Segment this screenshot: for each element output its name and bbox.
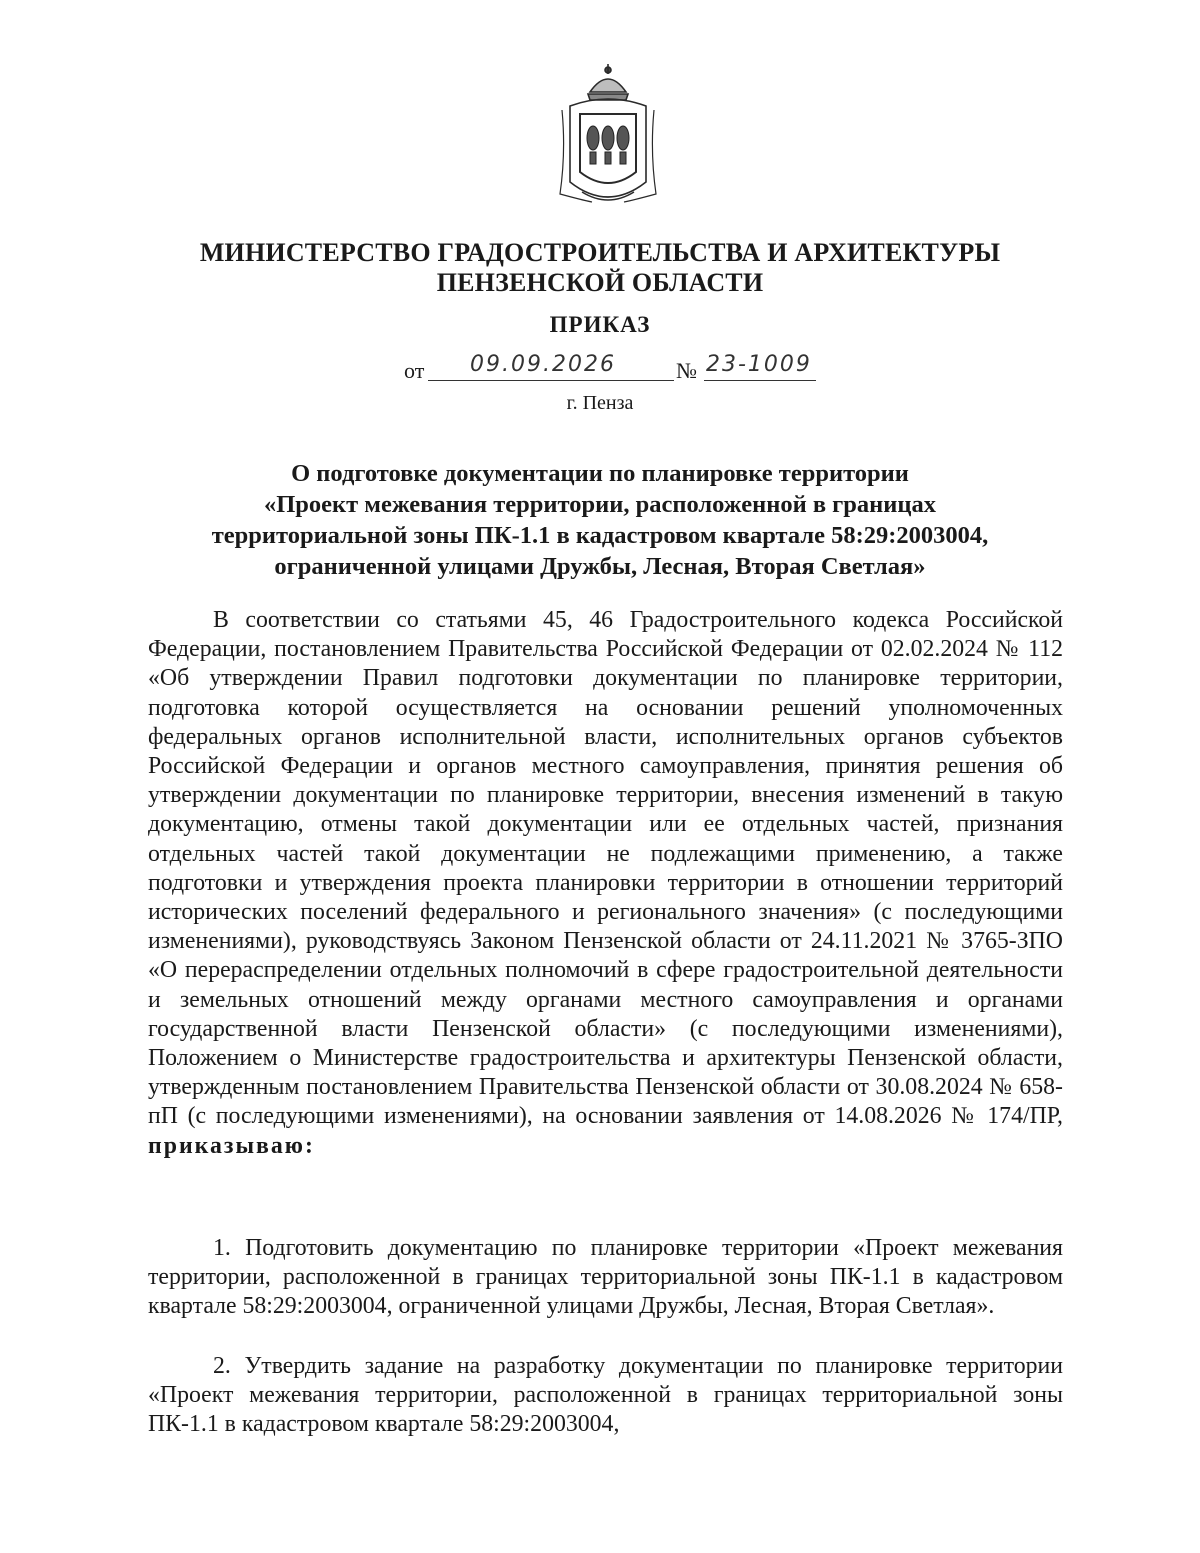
subject-line3: территориальной зоны ПК-1.1 в кадастровом квартале 58:29:2003004, bbox=[211, 522, 989, 549]
date-underline bbox=[428, 380, 674, 381]
preamble-paragraph bbox=[148, 606, 1063, 1161]
ministry-name bbox=[0, 238, 1200, 298]
number-prefix: № bbox=[676, 358, 697, 383]
date-value: 09.09.2026 bbox=[470, 352, 616, 377]
date-number-line bbox=[404, 352, 824, 386]
order-item-1: 1. Подготовить документацию по планировке территории «Проект межевания территории, расположенной в границах территориальной зоны ПК-1.1 в кадастровом квартале 58:29:2003004, ограниченной улицами Дружбы, Лесная, Вторая Светлая». bbox=[148, 1235, 1063, 1320]
date-prefix: от bbox=[404, 358, 425, 383]
order-word: приказываю: bbox=[148, 1132, 315, 1159]
ministry-name-line2: ПЕНЗЕНСКОЙ ОБЛАСТИ bbox=[436, 268, 764, 297]
ministry-name-line1: МИНИСТЕРСТВО ГРАДОСТРОИТЕЛЬСТВА И АРХИТЕКТУРЫ bbox=[199, 238, 1001, 267]
preamble-text: В соответствии со статьями 45, 46 Градостроительного кодекса Российской Федерации, постановлением Правительства Российской Федерации от 02.02.2024 № 112 «Об утверждении Правил подготовки документации по планировке территории, подготовка которой осуществляется на основании решений уполномоченных федеральных органов исполнительной власти, исполнительных органов субъектов Российской Федерации и органов местного самоуправления, принятия решения об утверждении документации по планировке территории, внесения изменений в такую документацию, отмены такой документации или ее отдельных частей, признания отдельных частей такой документации не подлежащими применению, а также подготовки и утверждения проекта планировки территории в отношении территорий исторических поселений федерального и регионального значения» (с последующими изменениями), руководствуясь Законом Пензенской области от 24.11.2021 № 3765-ЗПО «О перераспределении отдельных полномочий в сфере градостроительной деятельности и земельных отношений между органами местного самоуправления и органами государственной власти Пензенской области» (с последующими изменениями), Положением о Министерстве градостроительства и архитектуры Пензенской области, утвержденным постановлением Правительства Пензенской области от 30.08.2024 № 658-пП (с последующими изменениями), на основании заявления от 14.08.2026 № 174/ПР, bbox=[148, 607, 1063, 1130]
subject-line4: ограниченной улицами Дружбы, Лесная, Вторая Светлая» bbox=[274, 553, 926, 580]
subject-line2: «Проект межевания территории, расположенной в границах bbox=[263, 491, 937, 518]
subject-heading bbox=[0, 458, 1200, 582]
coat-of-arms-emblem bbox=[552, 62, 664, 212]
city: г. Пенза bbox=[566, 392, 634, 414]
order-item-2: 2. Утвердить задание на разработку документации по планировке территории «Проект межевания территории, расположенной в границах территориальной зоны ПК-1.1 в кадастровом квартале 58:29:2003004, bbox=[148, 1353, 1063, 1438]
document-type: ПРИКАЗ bbox=[549, 312, 651, 337]
number-value: 23-1009 bbox=[706, 352, 812, 377]
number-underline bbox=[704, 380, 816, 381]
subject-line1: О подготовке документации по планировке территории bbox=[291, 460, 909, 487]
